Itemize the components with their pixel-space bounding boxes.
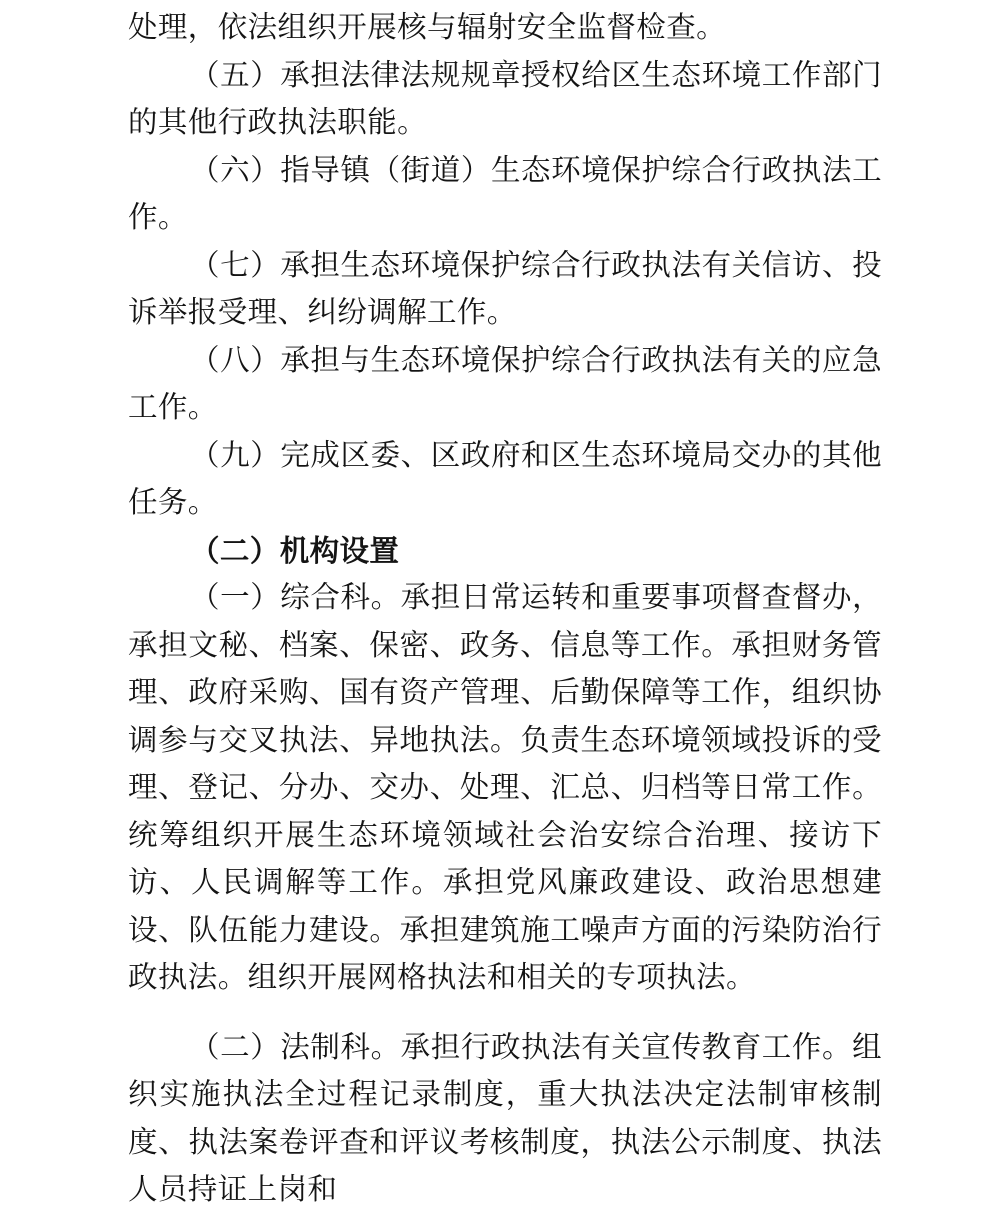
paragraph-department-general-office: （一）综合科。承担日常运转和重要事项督查督办，承担文秘、档案、保密、政务、信息等工作。承担财务管理、政府采购、国有资产管理、后勤保障等工作，组织协调参与交叉执法、异地执法。负责生态环境领域投诉的受理、登记、分办、交办、处理、汇总、归档等日常工作。统筹组织开展生态环境领域社会治安综合治理、接访下访、人民调解等工作。承担党风廉政建设、政治思想建设、队伍能力建设。承担建筑施工噪声方面的污染防治行政执法。组织开展网格执法和相关的专项执法。 [128, 580, 882, 994]
paragraph-item-nine: （九）完成区委、区政府和区生态环境局交办的其他任务。 [128, 437, 882, 519]
paragraph-continued: 处理，依法组织开展核与辐射安全监督检查。 [128, 10, 727, 44]
document-body [128, 0, 882, 1214]
paragraph-item-seven: （七）承担生态环境保护综合行政执法有关信访、投诉举报受理、纠纷调解工作。 [128, 247, 882, 329]
heading-organizational-structure: （二）机构设置 [190, 532, 400, 568]
paragraph-item-five: （五）承担法律法规规章授权给区生态环境工作部门的其他行政执法职能。 [128, 57, 882, 139]
paragraph-item-six: （六）指导镇（街道）生态环境保护综合行政执法工作。 [128, 152, 882, 234]
paragraph-item-eight: （八）承担与生态环境保护综合行政执法有关的应急工作。 [128, 342, 882, 424]
paragraph-department-legal-affairs: （二）法制科。承担行政执法有关宣传教育工作。组织实施执法全过程记录制度，重大执法决定法制审核制度、执法案卷评查和评议考核制度，执法公示制度、执法人员持证上岗和 [128, 1029, 882, 1206]
